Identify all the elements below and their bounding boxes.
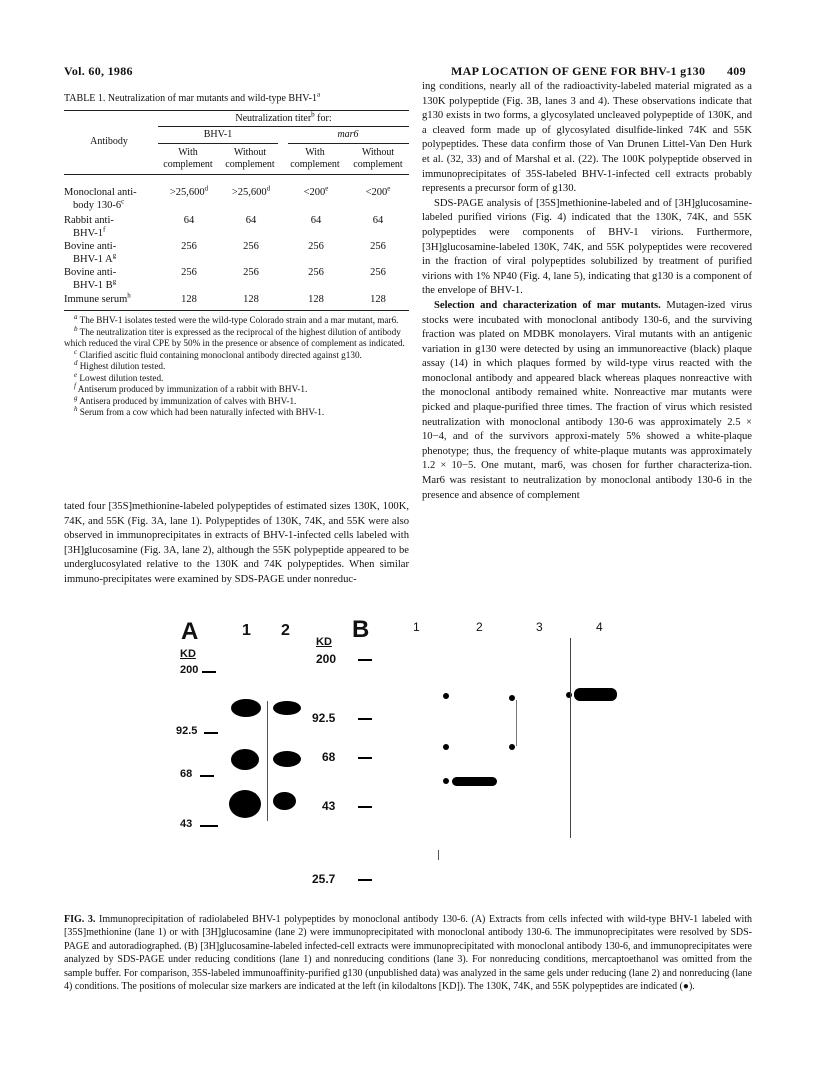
panel-a-marker-68: 68 (180, 768, 193, 780)
lane3-streak (516, 700, 517, 746)
row-label (64, 266, 158, 292)
lane4-band-130k (574, 688, 617, 701)
table-header-rule (64, 174, 409, 175)
cell-value: 256 (308, 241, 324, 252)
row-label (64, 293, 158, 306)
cell-value: 128 (181, 294, 197, 305)
cell-value (285, 186, 347, 199)
cell-value: 256 (243, 241, 259, 252)
lane-divider (570, 638, 571, 838)
sub-with-2: With complement (290, 147, 340, 170)
cell-value: 256 (370, 267, 386, 278)
marker-tick (358, 879, 372, 881)
panel-a-lane-2: 2 (281, 622, 290, 639)
panel-a-lane-1: 1 (242, 622, 251, 639)
row-label-sup: h (127, 291, 131, 300)
cell-number: <200 (303, 187, 326, 198)
titer-header-tail: for: (314, 113, 332, 124)
footnote-text: Clarified ascitic fluid containing monoclonal antibody directed against g130. (77, 349, 362, 360)
table-title-text: TABLE 1. Neutralization of mar mutants and wild-type BHV-1 (64, 93, 317, 104)
lane2-band-74k (273, 751, 301, 767)
row-label (64, 186, 158, 212)
body-paragraph: ing conditions, nearly all of the radioactivity-labeled material migrated as a 130K polypeptide (Fig. 3B, lanes 3 and 4). These observations indicate that g130 exists in two forms, a glycosylated uncleaved polypeptide of 130K, and a cleaved form made up of glycosylated disulfide-linked 74K and 55K polypeptides. These data confirm those of Van Drunen Littel-Van Den Hurk et al. (32, 33) and of Marshal et al. (22). The 100K polypeptide observed in immunoprecipitates of 35S-labeled BHV-1-infected cell extracts probably represents a precursor form of g130. (422, 81, 752, 195)
titer-header-text: Neutralization titer (235, 113, 312, 124)
footnote-mark: b (74, 324, 78, 333)
running-title: MAP LOCATION OF GENE FOR BHV-1 g130 (451, 64, 706, 78)
row-label-line2: body 130-6 (73, 200, 122, 211)
figure-caption (64, 913, 752, 993)
col-titer-header (158, 110, 409, 125)
cell-value: 128 (370, 294, 386, 305)
panel-a-unit: KD (180, 648, 196, 660)
cell-value: 256 (181, 241, 197, 252)
row-label (64, 214, 158, 240)
lane2-band-130k (273, 701, 301, 715)
marker-tick (200, 775, 214, 777)
cell-value: 256 (370, 241, 386, 252)
col-antibody-header: Antibody (90, 136, 128, 147)
panel-b-marker-92-5: 92.5 (312, 711, 336, 725)
cell-value (158, 186, 220, 199)
row-label-line2: BHV-1 (73, 228, 103, 239)
footnote (64, 381, 409, 396)
body-paragraph: tated four [35S]methionine-labeled polypeptides of estimated sizes 130K, 100K, 74K, and 55K (Fig. 3A, lane 1). Polypeptides of 130K, 74K, and 55K were also observed in immunoprecipitates in extracts of BHV-1-infected cells labeled with [3H]glucosamine (Fig. 3A, lane 2), although the 55K polypeptide appeared to be underglucosylated relative to the 130K and 74K polypeptides. When similar immuno-precipitates were examined by SDS-PAGE under nonreduc- (64, 501, 409, 585)
row-label-line1: Bovine anti- (64, 267, 117, 278)
footnote-mark: d (74, 358, 78, 367)
cell-value (347, 186, 409, 199)
footnote-mark: a (74, 312, 78, 321)
cell-sup: d (204, 184, 209, 193)
section-text: Mutagen-ized virus stocks were incubated with monoclonal antibody 130-6, and the surviving fraction was plated on MDBK monolayers. Viral mutants with an antigenic variation in g130 were detected by using an immunoreactive (black) plaque assay (14) in which plaques formed by wild-type virus reacted with the monoclonal antibody and appeared black whereas plaques nonreactive with the monoclonal antibody remained white. Nonreactive mar mutants were picked and plaque-purified three times. The fraction of virus which resisted neutralization with monoclonal antibody 130-6 was approximately 2.5 × 10−4, and of the survivors approxi-mately 5% showed a white-plaque phenotype; thus, the frequency of white-plaque mutants was approximately 1.2 × 10−5. One mutant, mar6, was chosen for further characteriza-tion. Mar6 was resistant to neutralization by monoclonal antibody 130-6 in the presence and absence of complement (422, 299, 752, 501)
lane2-band-55k (273, 792, 296, 810)
lane3-dot-130k (509, 695, 515, 701)
lane1-band-130k (231, 699, 261, 717)
footnote-text: Highest dilution tested. (77, 361, 166, 371)
panel-b-lane-3: 3 (536, 620, 543, 634)
right-column-text (422, 80, 752, 503)
row-label-line2: BHV-1 B (73, 280, 113, 291)
footnote (64, 370, 409, 385)
marker-tick (200, 825, 218, 827)
body-paragraph (422, 299, 752, 503)
sub-without-2: Without complement (353, 147, 403, 170)
lane4-dot-130k (566, 692, 572, 698)
panel-a-marker-200: 200 (180, 664, 199, 676)
marker-tick (358, 718, 372, 720)
titer-header-sup: b (311, 110, 315, 119)
section-heading: Selection and characterization of mar mutants. (434, 299, 661, 311)
cell-sup: e (387, 184, 391, 193)
table-bottom-rule (64, 310, 409, 311)
lane1-band-55k (229, 790, 261, 818)
lane2-band-55k (452, 777, 497, 786)
row-label-sup: g (112, 251, 117, 260)
page-number: 409 (727, 64, 746, 78)
footnote-mark: f (74, 381, 76, 390)
cell-value: 256 (308, 267, 324, 278)
lane-divider (267, 701, 268, 821)
marker-tick (358, 806, 372, 808)
footnote (64, 347, 409, 362)
panel-a-marker-92-5: 92.5 (176, 725, 198, 737)
caption-label: FIG. 3. (64, 914, 96, 925)
group2-rule (288, 143, 409, 144)
row-label-line1: Bovine anti- (64, 241, 117, 252)
panel-b-marker-68: 68 (322, 750, 336, 764)
row-label-sup: c (121, 197, 125, 206)
row-label (64, 240, 158, 266)
lane2-dot-55k (443, 778, 449, 784)
marker-tick (358, 659, 372, 661)
panel-b-lane-4: 4 (596, 620, 603, 634)
panel-a-letter: A (181, 618, 199, 645)
cell-number: >25,600 (231, 187, 267, 198)
lane2-dot-130k (443, 693, 449, 699)
lane3-dot-74k (509, 744, 515, 750)
cell-value: 64 (183, 215, 195, 226)
marker-tick (202, 671, 216, 673)
row-label-sup: g (112, 277, 117, 286)
cell-number: <200 (365, 187, 388, 198)
cell-sup: e (325, 184, 329, 193)
body-paragraph: SDS-PAGE analysis of [35S]methionine-labeled and of [3H]glucosamine-labeled purified virions (Fig. 4) indicated that the 130K, 74K, and 55K polypeptides were components of BHV-1 virions. Furthermore, [3H]glucosamine-labeled 130K, 74K, and 55K polypeptides were recovered in the fraction of viral polypeptides solubilized by treatment of purified virions with 1% NP40 (Fig. 4, lane 5), indicating that g130 is a component of the envelope of BHV-1. (422, 197, 752, 297)
cell-value: 256 (243, 267, 259, 278)
row-label-line2: BHV-1 A (73, 254, 113, 265)
marker-tick (358, 757, 372, 759)
cell-value: 64 (310, 215, 322, 226)
lane-artifact (438, 850, 439, 860)
footnote (64, 324, 409, 350)
footnote-text: The BHV-1 isolates tested were the wild-type Colorado strain and a mar mutant, mar6. (77, 315, 399, 325)
footnote-mark: e (74, 370, 78, 379)
group-mar6-header: mar6 (337, 129, 359, 140)
row-label-line1: Monoclonal anti- (64, 187, 137, 198)
marker-tick (204, 732, 218, 734)
cell-value: 256 (181, 267, 197, 278)
footnote-text: Serum from a cow which had been naturally infected with BHV-1. (77, 407, 325, 417)
panel-b-marker-200: 200 (316, 652, 337, 666)
panel-b-letter: B (352, 616, 370, 643)
footnote-mark: h (74, 404, 78, 413)
cell-value: 128 (308, 294, 324, 305)
left-column-text (64, 500, 409, 588)
footnote-mark: c (74, 347, 78, 356)
footnote-text: Antiserum produced by immunization of a rabbit with BHV-1. (75, 384, 308, 394)
footnote-mark: g (74, 393, 78, 402)
panel-b-lane-1: 1 (413, 620, 420, 634)
cell-value: 128 (243, 294, 259, 305)
volume-label: Vol. 60, 1986 (64, 64, 133, 78)
panel-a-marker-43: 43 (180, 818, 193, 830)
footnote (64, 404, 409, 419)
footnote-text: Antisera produced by immunization of calves with BHV-1. (77, 395, 297, 406)
cell-value: 64 (245, 215, 257, 226)
sub-without-1: Without complement (225, 147, 275, 170)
group1-rule (158, 143, 278, 144)
footnote-text: The neutralization titer is expressed as the reciprocal of the highest dilution of antibody which reduced the viral CPE by 50% in the presence or absence of complement as indicated. (64, 326, 405, 348)
row-label-line1: Immune serum (64, 294, 128, 305)
footnote (64, 312, 409, 327)
footnote (64, 358, 409, 373)
lane1-band-74k (231, 749, 259, 770)
row-label-line1: Rabbit anti- (64, 215, 114, 226)
titer-rule (158, 126, 409, 127)
lane2-dot-74k (443, 744, 449, 750)
panel-b-lane-2: 2 (476, 620, 483, 634)
cell-value: 64 (372, 215, 384, 226)
table-top-rule (64, 110, 409, 111)
table-title-sup: a (316, 90, 321, 99)
cell-value (220, 186, 282, 199)
cell-sup: d (266, 184, 271, 193)
footnote-text: Lowest dilution tested. (77, 372, 164, 383)
figure-3 (160, 616, 660, 906)
sub-with-1: With complement (163, 147, 213, 170)
cell-number: >25,600 (169, 187, 205, 198)
table-title (64, 90, 404, 104)
footnote (64, 393, 409, 408)
panel-b-unit: KD (316, 636, 332, 648)
caption-text: Immunoprecipitation of radiolabeled BHV-1 polypeptides by monoclonal antibody 130-6. (A) Extracts from cells infected with wild-type BHV-1 labeled with [35S]methionine (lane 1) or with [3H]glucosamine (lane 2) were immunoprecipitated with monoclonal antibody 130-6. The immunoprecipitates were resolved by SDS-PAGE and autoradiographed. (B) [3H]glucosamine-labeled infected-cell extracts were immunoprecipitated with monoclonal antibody 130-6, and immunoprecipitates were analyzed by SDS-PAGE under reducing conditions (lane 1) and nonreducing conditions (lane 3). For nonreducing conditions, mercaptoethanol was omitted from the sample buffer. For comparison, 35S-labeled immunoaffinity-purified g130 (unpublished data) was analyzed in the same gels under reducing (lane 2) and nonreducing (lane 4) conditions. The positions of molecular size markers are indicated at the left (in kilodaltons [KD]). The 130K, 74K, and 55K polypeptides are indicated (●). (64, 914, 752, 993)
group-bhv1-header: BHV-1 (203, 129, 233, 140)
panel-b-marker-25-7: 25.7 (312, 872, 336, 886)
panel-b-marker-43: 43 (322, 799, 336, 813)
row-label-sup: f (102, 225, 106, 234)
table-footnotes (64, 312, 409, 419)
